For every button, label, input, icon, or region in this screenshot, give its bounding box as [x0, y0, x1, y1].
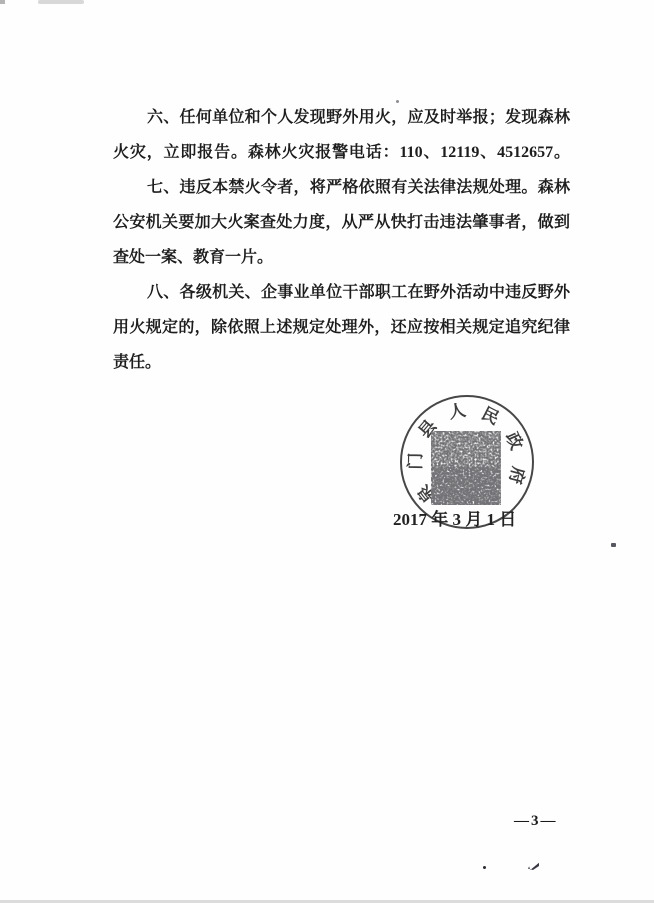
seal-char: 府 — [505, 464, 529, 486]
text-line: 七、违反本禁火令者，将严格依照有关法律法规处理。森林 — [147, 179, 570, 196]
text-line: 用火规定的，除依照上述规定处理外，还应按相关规定追究纪律 — [113, 319, 570, 336]
text-line: 八、各级机关、企事业单位干部职工在野外活动中违反野外 — [147, 284, 570, 301]
seal-char: 门 — [405, 452, 426, 470]
text-line: 六、任何单位和个人发现野外用火，应及时举报；发现森林 — [147, 109, 570, 126]
text-line: 查处一案、教育一片。 — [113, 249, 274, 266]
document-body — [113, 100, 570, 380]
page-number: —3— — [514, 813, 558, 829]
seal-emblem-icon — [431, 431, 501, 505]
scan-artifact-tick — [528, 861, 539, 870]
scan-artifact-dot — [483, 866, 486, 869]
text-line: 责任。 — [113, 354, 162, 371]
document-date: 2017 年 3 月 1 日 — [393, 510, 517, 529]
scan-artifact-smudge — [38, 0, 84, 4]
seal-char: 人 — [447, 400, 468, 423]
scan-artifact-dot — [611, 543, 616, 547]
scan-artifact-corner — [0, 0, 5, 4]
seal-char: 政 — [501, 429, 527, 453]
seal-char: 县 — [414, 416, 441, 442]
seal-char: 泉 — [413, 481, 440, 507]
text-line: 公安机关要加大火案查处力度，从严从快打击违法肇事者，做到 — [113, 214, 570, 231]
text-line: 火灾，立即报告。森林火灾报警电话：110、12119、4512657。 — [113, 144, 570, 161]
seal-char: 民 — [478, 403, 503, 429]
